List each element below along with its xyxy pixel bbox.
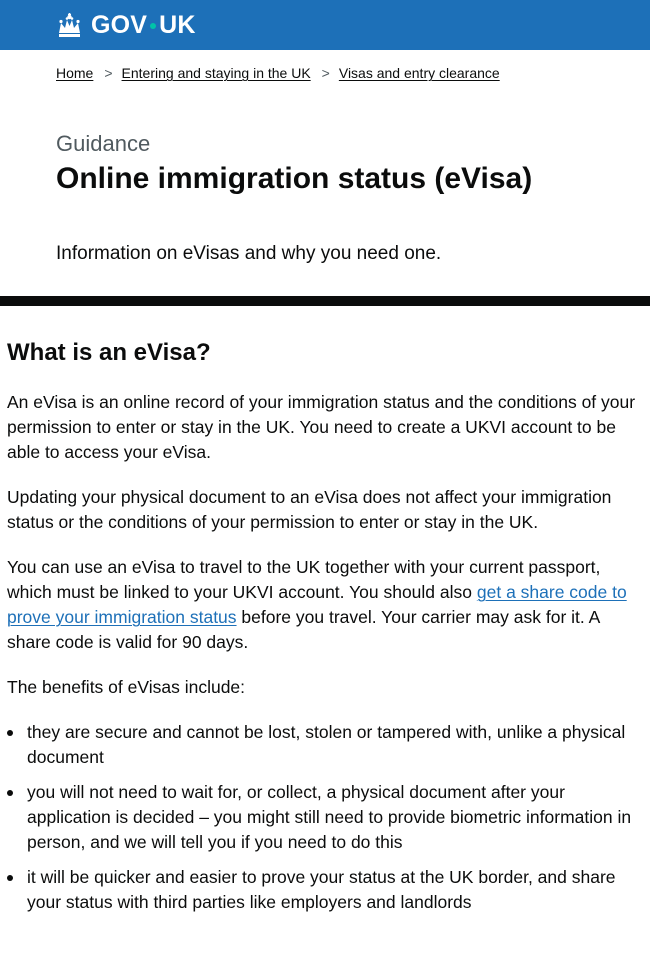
list-item [7,780,643,855]
section-divider [0,296,650,306]
logo-text-left: GOV [91,10,148,39]
paragraph-1: An eVisa is an online record of your immigration status and the conditions of your permission to enter or stay in the UK. You need to create a UKVI account to be able to access your eVisa. [7,392,636,462]
page-caption: Guidance [56,131,151,156]
section-heading: What is an eVisa? [7,339,211,366]
chevron-right-icon: > [104,65,113,81]
bullet-icon [7,790,13,796]
paragraph-3-text-after: before you travel. Your carrier may ask for it. A share code is valid for 90 days. [7,607,600,652]
benefits-intro: The benefits of eVisas include: [7,677,246,697]
paragraph-3 [7,555,643,655]
logo-dot [150,23,156,29]
list-item [7,720,643,770]
paragraph-2: Updating your physical document to an eVisa does not affect your immigration status or the conditions of your permission to enter or stay in the UK. [7,487,612,532]
breadcrumb-visas-entry[interactable]: Visas and entry clearance [338,65,500,81]
chevron-right-icon: > [321,65,330,81]
benefits-list [7,720,643,915]
breadcrumb-home[interactable]: Home [56,65,94,81]
bullet-icon [7,730,13,736]
govuk-logo-link[interactable] [56,9,196,41]
list-item-text: you will not need to wait for, or collect, a physical document after your application is decided – you might still need to provide biometric information in person, and we will tell you if you need to do this [27,782,632,852]
govuk-header [0,0,650,50]
logo-text-right: UK [159,10,196,39]
list-item-text: they are secure and cannot be lost, stolen or tampered with, unlike a physical document [27,722,626,767]
main-content [7,336,643,925]
list-item [7,865,643,915]
page-title: Online immigration status (eVisa) [56,162,533,195]
page-lead: Information on eVisas and why you need one. [56,243,442,264]
crown-icon [56,12,83,39]
govuk-wordmark [91,10,196,39]
breadcrumb-entering-staying[interactable]: Entering and staying in the UK [121,65,311,81]
breadcrumb [56,64,500,82]
share-code-link[interactable]: get a share code to prove your immigration status [7,582,627,627]
paragraph-3-text-before: You can use an eVisa to travel to the UK together with your current passport, which must be linked to your UKVI account. You should also [7,557,601,602]
list-item-text: it will be quicker and easier to prove your status at the UK border, and share your status with third parties like employers and landlords [27,867,616,912]
bullet-icon [7,875,13,881]
